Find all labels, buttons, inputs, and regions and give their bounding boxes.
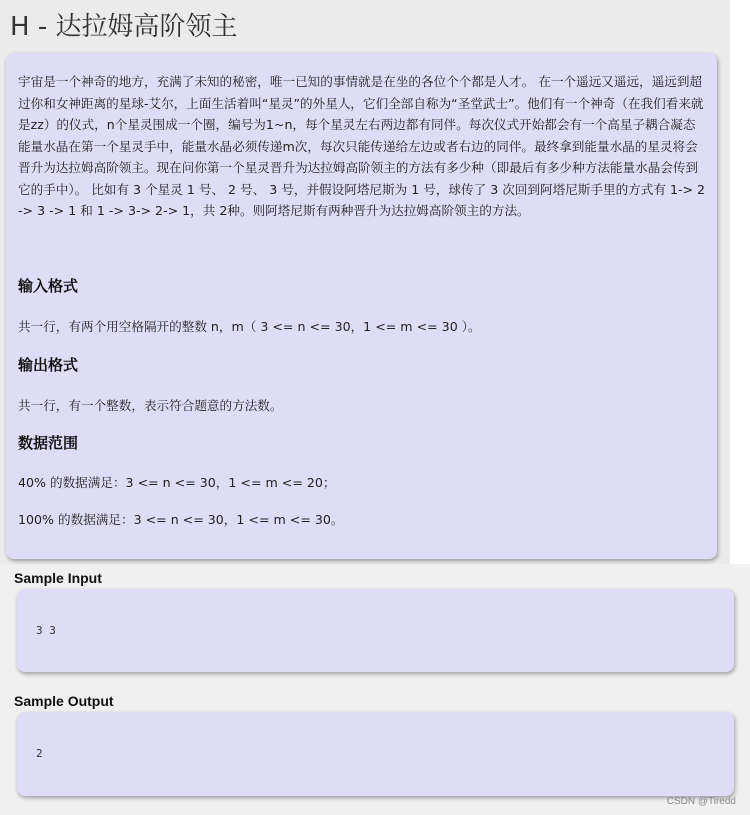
sample-output-box[interactable] <box>17 712 734 796</box>
problem-statement-panel <box>6 53 717 559</box>
data-range-line-1: 40% 的数据满足：3 <= n <= 30，1 <= m <= 20； <box>18 475 336 490</box>
sample-output-label: Sample Output <box>14 693 114 709</box>
input-format-heading: 输入格式 <box>18 277 79 295</box>
output-format-heading: 输出格式 <box>18 356 79 374</box>
output-format-text: 共一行，有一个整数，表示符合题意的方法数。 <box>18 398 283 413</box>
input-format-text: 共一行，有两个用空格隔开的整数 n，m（ 3 <= n <= 30，1 <= m <= 30 ）。 <box>18 319 481 334</box>
sample-input-label: Sample Input <box>14 570 102 586</box>
csdn-watermark: CSDN @Tiredd <box>666 796 736 807</box>
sample-input-box[interactable] <box>17 589 734 672</box>
data-range-line-2: 100% 的数据满足：3 <= n <= 30，1 <= m <= 30。 <box>18 512 344 527</box>
sample-input-value: 3 3 <box>36 624 56 637</box>
problem-title: H - 达拉姆高阶领主 <box>10 12 238 42</box>
data-range-heading: 数据范围 <box>18 434 79 452</box>
problem-description: 宇宙是一个神奇的地方，充满了未知的秘密，唯一已知的事情就是在坐的各位个个都是人才。 在一个遥远又遥远，遥远到超过你和女神距离的星球-艾尔，上面生活着叫“星灵”的外星人，它们全部自称为“圣堂武士”。他们有一个神奇（在我们看来就是zz）的仪式，n个星灵围成一个圈，编号为1~n，每个星灵左右两边都有同伴。每次仪式开始都会有一个高星子耦合凝态能量水晶在第一个星灵手中，能量水晶必须传递m次，每次只能传递给左边或者右边的同伴。最终拿到能量水晶的星灵将会晋升为达拉姆高阶领主。现在问你第一个星灵晋升为达拉姆高阶领主的方法有多少种（即最后有多少种方法能量水晶会传到它的手中）。 比如有 3 个星灵 1 号、 2 号、 3 号，并假设阿塔尼斯为 1 号，球传了 3 次回到阿塔尼斯手里的方式有 1-> 2 -> 3 -> 1 和 1 -> 3-> 2-> 1，共 2种。则阿塔尼斯有两种晋升为达拉姆高阶领主的方法。 <box>18 74 706 218</box>
sample-output-value: 2 <box>36 747 43 760</box>
